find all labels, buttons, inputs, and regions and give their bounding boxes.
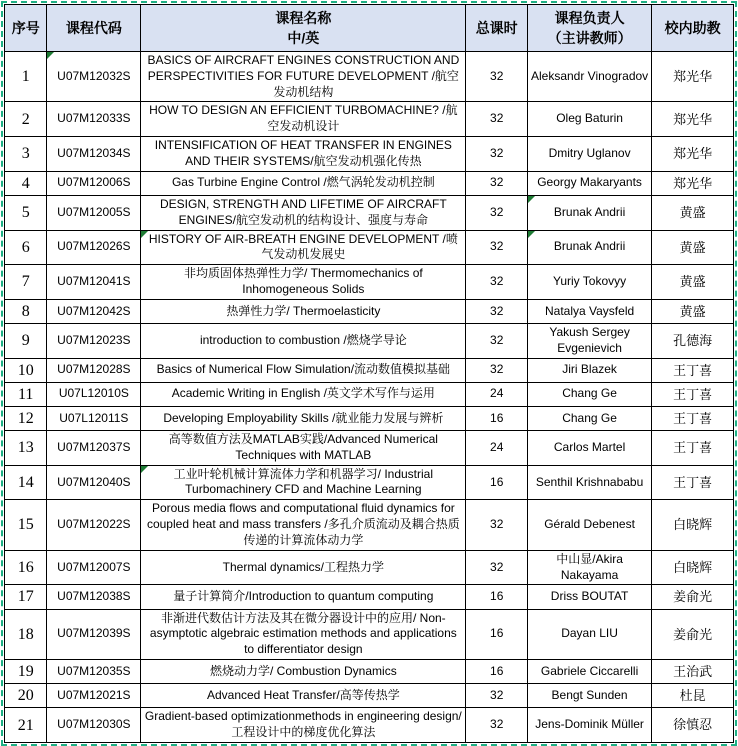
course-code-cell[interactable]: U07M12023S — [47, 323, 141, 358]
campus-ta-cell[interactable]: 王丁喜 — [652, 382, 734, 406]
row-index-cell[interactable]: 6 — [5, 230, 47, 265]
course-leader-cell[interactable]: Gérald Debenest — [527, 500, 651, 550]
course-name-cell[interactable]: Gradient-based optimizationmethods in engineering design/工程设计中的梯度优化算法 — [141, 708, 466, 743]
row-index-cell[interactable]: 18 — [5, 609, 47, 659]
header-label: 总课时 — [475, 19, 518, 36]
course-name-cell[interactable]: introduction to combustion /燃烧学导论 — [141, 323, 466, 358]
table-row — [5, 358, 734, 382]
error-indicator-triangle-icon — [528, 196, 535, 203]
row-index-cell[interactable]: 13 — [5, 430, 47, 465]
total-hours-cell[interactable]: 32 — [466, 171, 528, 195]
course-leader-cell[interactable]: Oleg Baturin — [527, 102, 651, 137]
course-leader-cell[interactable]: Bengt Sunden — [527, 684, 651, 708]
header-cell-total-hours[interactable] — [466, 5, 528, 52]
table-row — [5, 382, 734, 406]
course-code-cell[interactable]: U07M12038S — [47, 585, 141, 609]
total-hours-cell[interactable]: 32 — [466, 230, 528, 265]
error-indicator-triangle-icon — [528, 231, 535, 238]
course-schedule-table — [4, 4, 734, 743]
header-cell-campus-ta[interactable] — [652, 5, 734, 52]
course-name-cell[interactable]: Thermal dynamics/工程热力学 — [141, 550, 466, 585]
course-name-cell[interactable]: INTENSIFICATION OF HEAT TRANSFER IN ENGINES AND THEIR SYSTEMS/航空发动机强化传热 — [141, 137, 466, 172]
total-hours-cell[interactable]: 16 — [466, 585, 528, 609]
course-table-body — [5, 52, 734, 743]
course-code-cell[interactable]: U07M12030S — [47, 708, 141, 743]
row-index-cell[interactable]: 21 — [5, 708, 47, 743]
course-code-cell[interactable]: U07M12021S — [47, 684, 141, 708]
row-index-cell[interactable]: 12 — [5, 406, 47, 430]
campus-ta-cell[interactable]: 郑光华 — [652, 137, 734, 172]
total-hours-cell[interactable]: 24 — [466, 382, 528, 406]
course-leader-cell[interactable]: Aleksandr Vinogradov — [527, 52, 651, 102]
course-leader-cell[interactable]: Senthil Krishnababu — [527, 465, 651, 500]
course-name-cell[interactable]: Porous media flows and computational fluid dynamics for coupled heat and mass transfers /多孔介质流动及耦合热质传递的计算流体动力学 — [141, 500, 466, 550]
campus-ta-cell[interactable]: 黄盛 — [652, 299, 734, 323]
total-hours-cell[interactable]: 32 — [466, 708, 528, 743]
header-label-line2: 中/英 — [287, 30, 320, 46]
course-code-cell[interactable]: U07M12037S — [47, 430, 141, 465]
total-hours-cell[interactable]: 32 — [466, 299, 528, 323]
course-name-cell[interactable]: Basics of Numerical Flow Simulation/流动数值模拟基础 — [141, 358, 466, 382]
total-hours-cell[interactable]: 16 — [466, 465, 528, 500]
total-hours-cell[interactable]: 16 — [466, 660, 528, 684]
header-cell-index[interactable] — [5, 5, 47, 52]
course-name-cell[interactable]: Gas Turbine Engine Control /燃气涡轮发动机控制 — [141, 171, 466, 195]
course-code-cell[interactable]: U07M12040S — [47, 465, 141, 500]
course-name-cell[interactable]: 量子计算简介/Introduction to quantum computing — [141, 585, 466, 609]
campus-ta-cell[interactable]: 姜俞光 — [652, 585, 734, 609]
row-index-cell[interactable]: 1 — [5, 52, 47, 102]
row-index-cell[interactable]: 11 — [5, 382, 47, 406]
header-label: 课程名称 — [275, 9, 332, 26]
course-leader-cell[interactable]: Georgy Makaryants — [527, 171, 651, 195]
table-row — [5, 230, 734, 265]
header-label: 校内助教 — [664, 19, 721, 36]
row-index-cell[interactable]: 2 — [5, 102, 47, 137]
row-index-cell[interactable]: 16 — [5, 550, 47, 585]
course-code-cell[interactable]: U07M12039S — [47, 609, 141, 659]
course-code-cell[interactable]: U07M12034S — [47, 137, 141, 172]
table-row — [5, 500, 734, 550]
row-index-cell[interactable]: 4 — [5, 171, 47, 195]
course-leader-cell[interactable]: Gabriele Ciccarelli — [527, 660, 651, 684]
course-name-cell[interactable]: DESIGN, STRENGTH AND LIFETIME OF AIRCRAFT ENGINES/航空发动机的结构设计、强度与寿命 — [141, 195, 466, 230]
campus-ta-cell[interactable]: 郑光华 — [652, 171, 734, 195]
course-leader-cell[interactable]: Brunak Andrii — [527, 230, 651, 265]
course-leader-cell[interactable]: Dmitry Uglanov — [527, 137, 651, 172]
course-leader-cell[interactable]: Dayan LIU — [527, 609, 651, 659]
campus-ta-cell[interactable]: 白晓辉 — [652, 550, 734, 585]
total-hours-cell[interactable]: 32 — [466, 52, 528, 102]
table-row — [5, 660, 734, 684]
total-hours-cell[interactable]: 32 — [466, 500, 528, 550]
course-leader-cell[interactable]: 中山显/Akira Nakayama — [527, 550, 651, 585]
campus-ta-cell[interactable]: 王丁喜 — [652, 406, 734, 430]
row-index-cell[interactable]: 9 — [5, 323, 47, 358]
table-row — [5, 52, 734, 102]
table-row — [5, 171, 734, 195]
campus-ta-cell[interactable]: 徐慎忍 — [652, 708, 734, 743]
total-hours-cell[interactable]: 32 — [466, 550, 528, 585]
course-leader-cell[interactable]: Brunak Andrii — [527, 195, 651, 230]
course-name-cell[interactable]: HOW TO DESIGN AN EFFICIENT TURBOMACHINE? /航空发动机设计 — [141, 102, 466, 137]
table-row — [5, 102, 734, 137]
total-hours-cell[interactable]: 32 — [466, 684, 528, 708]
course-leader-cell[interactable]: Chang Ge — [527, 406, 651, 430]
header-label: 课程代码 — [65, 19, 122, 36]
row-index-cell[interactable]: 15 — [5, 500, 47, 550]
row-index-cell[interactable]: 5 — [5, 195, 47, 230]
table-row — [5, 323, 734, 358]
campus-ta-cell[interactable]: 白晓辉 — [652, 500, 734, 550]
table-row — [5, 585, 734, 609]
course-leader-cell[interactable]: Yakush Sergey Evgenievich — [527, 323, 651, 358]
course-name-cell[interactable]: 非均质固体热弹性力学/ Thermomechanics of Inhomogeneous Solids — [141, 265, 466, 300]
course-leader-cell[interactable]: Jens-Dominik Müller — [527, 708, 651, 743]
header-label-line2: （主讲教师） — [547, 30, 632, 46]
campus-ta-cell[interactable]: 王丁喜 — [652, 465, 734, 500]
course-leader-cell[interactable]: Chang Ge — [527, 382, 651, 406]
header-cell-course-code[interactable] — [47, 5, 141, 52]
total-hours-cell[interactable]: 32 — [466, 195, 528, 230]
header-cell-course-name[interactable] — [141, 5, 466, 52]
course-code-cell[interactable]: U07M12022S — [47, 500, 141, 550]
course-code-cell[interactable]: U07M12026S — [47, 230, 141, 265]
course-code-cell[interactable]: U07M12035S — [47, 660, 141, 684]
table-row — [5, 550, 734, 585]
row-index-cell[interactable]: 8 — [5, 299, 47, 323]
course-leader-cell[interactable]: Carlos Martel — [527, 430, 651, 465]
course-code-cell[interactable]: U07M12042S — [47, 299, 141, 323]
course-code-cell[interactable]: U07L12011S — [47, 406, 141, 430]
course-leader-cell[interactable]: Yuriy Tokovyy — [527, 265, 651, 300]
table-row — [5, 430, 734, 465]
course-name-cell[interactable]: Advanced Heat Transfer/高等传热学 — [141, 684, 466, 708]
course-name-cell[interactable]: 非渐进代数估计方法及其在微分器设计中的应用/ Non-asymptotic algebraic estimation methods and applications to differentiator design — [141, 609, 466, 659]
header-label: 课程负责人 — [554, 9, 625, 26]
course-leader-cell[interactable]: Driss BOUTAT — [527, 585, 651, 609]
course-code-cell[interactable]: U07M12005S — [47, 195, 141, 230]
campus-ta-cell[interactable]: 黄盛 — [652, 195, 734, 230]
campus-ta-cell[interactable]: 姜俞光 — [652, 609, 734, 659]
table-header-row — [5, 5, 734, 52]
total-hours-cell[interactable]: 32 — [466, 265, 528, 300]
course-code-cell[interactable]: U07M12007S — [47, 550, 141, 585]
table-row — [5, 299, 734, 323]
total-hours-cell[interactable]: 16 — [466, 406, 528, 430]
course-name-cell[interactable]: 高等数值方法及MATLAB实践/Advanced Numerical Techniques with MATLAB — [141, 430, 466, 465]
table-row — [5, 708, 734, 743]
campus-ta-cell[interactable]: 郑光华 — [652, 52, 734, 102]
campus-ta-cell[interactable]: 郑光华 — [652, 102, 734, 137]
row-index-cell[interactable]: 19 — [5, 660, 47, 684]
course-leader-cell[interactable]: Jiri Blazek — [527, 358, 651, 382]
table-row — [5, 465, 734, 500]
error-indicator-triangle-icon — [141, 231, 148, 238]
campus-ta-cell[interactable]: 杜昆 — [652, 684, 734, 708]
header-cell-course-leader[interactable] — [527, 5, 651, 52]
table-row — [5, 609, 734, 659]
campus-ta-cell[interactable]: 黄盛 — [652, 265, 734, 300]
course-name-cell[interactable]: Academic Writing in English /英文学术写作与运用 — [141, 382, 466, 406]
error-indicator-triangle-icon — [47, 52, 54, 59]
row-index-cell[interactable]: 7 — [5, 265, 47, 300]
total-hours-cell[interactable]: 32 — [466, 323, 528, 358]
campus-ta-cell[interactable]: 王丁喜 — [652, 430, 734, 465]
campus-ta-cell[interactable]: 孔德海 — [652, 323, 734, 358]
campus-ta-cell[interactable]: 王治武 — [652, 660, 734, 684]
table-row — [5, 406, 734, 430]
course-name-cell[interactable]: 工业叶轮机械计算流体力学和机器学习/ Industrial Turbomachinery CFD and Machine Learning — [141, 465, 466, 500]
course-name-cell[interactable]: 热弹性力学/ Thermoelasticity — [141, 299, 466, 323]
course-code-cell[interactable]: U07M12033S — [47, 102, 141, 137]
course-name-cell[interactable]: Developing Employability Skills /就业能力发展与辨析 — [141, 406, 466, 430]
course-code-cell[interactable]: U07M12032S — [47, 52, 141, 102]
total-hours-cell[interactable]: 16 — [466, 609, 528, 659]
table-row — [5, 195, 734, 230]
header-label: 序号 — [11, 19, 40, 36]
row-index-cell[interactable]: 10 — [5, 358, 47, 382]
campus-ta-cell[interactable]: 王丁喜 — [652, 358, 734, 382]
table-row — [5, 684, 734, 708]
total-hours-cell[interactable]: 32 — [466, 102, 528, 137]
table-row — [5, 265, 734, 300]
course-name-cell[interactable]: HISTORY OF AIR-BREATH ENGINE DEVELOPMENT /喷气发动机发展史 — [141, 230, 466, 265]
course-code-cell[interactable]: U07M12028S — [47, 358, 141, 382]
row-index-cell[interactable]: 17 — [5, 585, 47, 609]
total-hours-cell[interactable]: 32 — [466, 358, 528, 382]
course-name-cell[interactable]: 燃烧动力学/ Combustion Dynamics — [141, 660, 466, 684]
total-hours-cell[interactable]: 32 — [466, 137, 528, 172]
print-area-dashed-border — [1, 1, 737, 746]
course-code-cell[interactable]: U07M12006S — [47, 171, 141, 195]
row-index-cell[interactable]: 3 — [5, 137, 47, 172]
course-name-cell[interactable]: BASICS OF AIRCRAFT ENGINES CONSTRUCTION AND PERSPECTIVITIES FOR FUTURE DEVELOPMENT /航空发动机结构 — [141, 52, 466, 102]
course-leader-cell[interactable]: Natalya Vaysfeld — [527, 299, 651, 323]
campus-ta-cell[interactable]: 黄盛 — [652, 230, 734, 265]
error-indicator-triangle-icon — [141, 466, 148, 473]
course-code-cell[interactable]: U07L12010S — [47, 382, 141, 406]
total-hours-cell[interactable]: 24 — [466, 430, 528, 465]
row-index-cell[interactable]: 14 — [5, 465, 47, 500]
course-code-cell[interactable]: U07M12041S — [47, 265, 141, 300]
table-row — [5, 137, 734, 172]
row-index-cell[interactable]: 20 — [5, 684, 47, 708]
